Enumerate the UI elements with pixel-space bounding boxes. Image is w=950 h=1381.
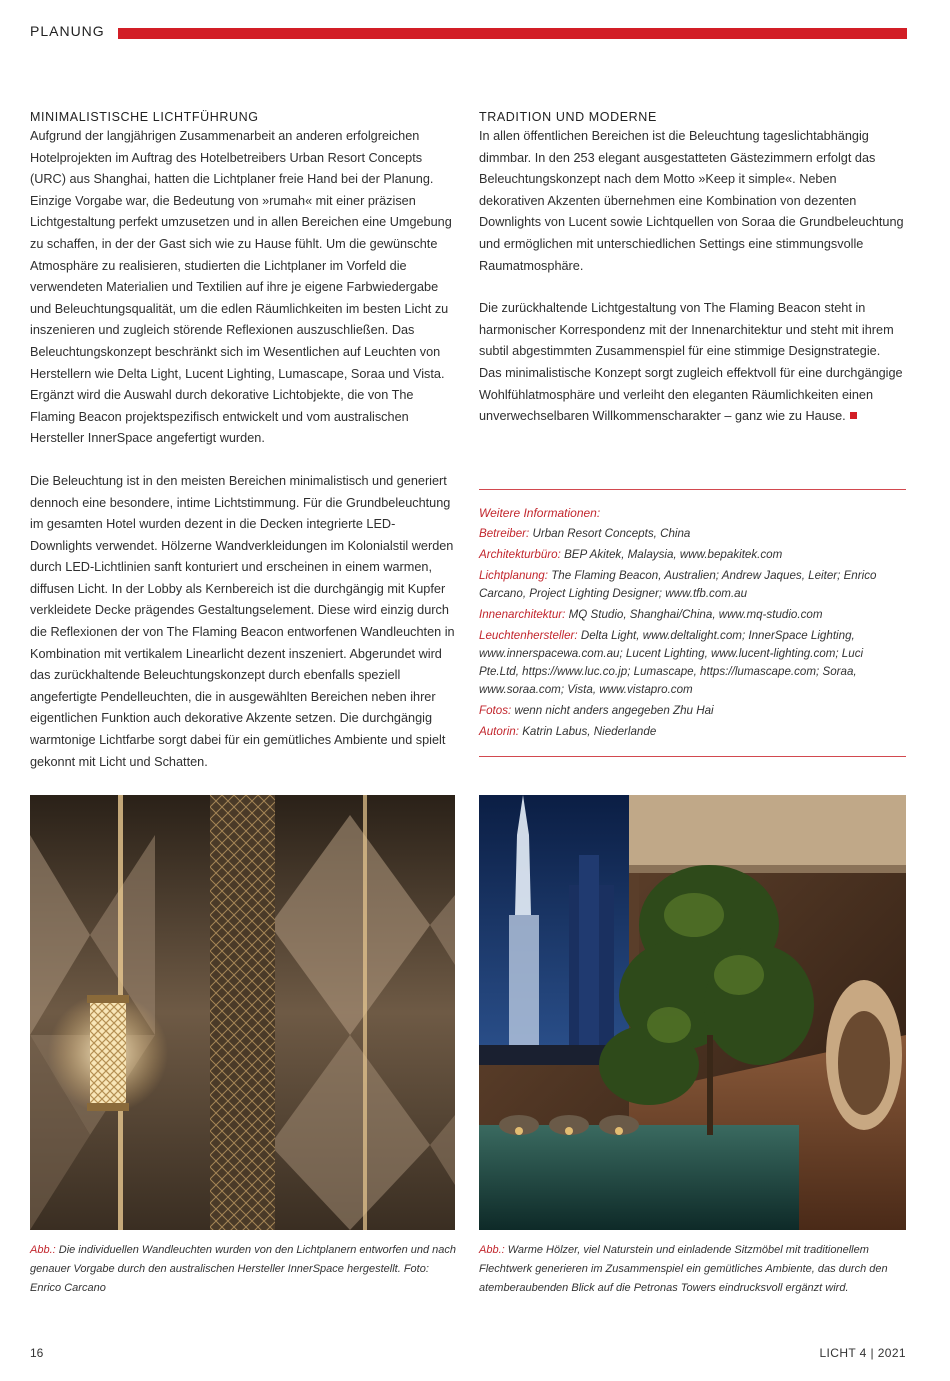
info-row-photos: [479, 702, 906, 720]
page-number: 16: [30, 1346, 44, 1360]
info-row-interior: [479, 606, 906, 624]
info-row-operator: [479, 525, 906, 543]
info-key: Autorin:: [479, 725, 519, 738]
photo-lounge-petronas-view: [479, 795, 906, 1230]
info-value: wenn nicht anders angegeben Zhu Hai: [514, 704, 714, 717]
header-accent-bar: [118, 28, 907, 39]
info-key: Innenarchitektur:: [479, 608, 566, 621]
info-key: Architekturbüro:: [479, 548, 561, 561]
left-paragraph-1: Aufgrund der langjährigen Zusammenarbeit an anderen erfolgreichen Hotelprojekten im Auftrag des Hotelbetreibers Urban Resort Concepts (URC) aus Shanghai, hatten die Lichtplaner freie Hand bei der Planung. Einzige Vorgabe war, die Bedeutung von »rumah« mit einer präzisen Lichtgestaltung perfekt umzusetzen und in allen Bereichen eine Umgebung zu schaffen, in der der Gast sich wie zu Hause fühlt. Um die gewünschte Atmosphäre zu realisieren, studierten die Lichtplaner im Vorfeld die verwendeten Materialien und Textilien auf ihre je eigene Farbwiedergabe und Beleuchtungsqualität, um die edlen Räumlichkeiten im besten Licht zu inszenieren und zugleich störende Reflexionen auszuschließen. Das Beleuchtungskonzept beschränkt sich im Wesentlichen auf Leuchten von Herstellern wie Delta Light, Lucent Lighting, Lumascape, Soraa und Vista. Ergänzt wird die Auswahl durch dekorative Lichtobjekte, die von The Flaming Beacon projektspezifisch entwickelt und vom australischen Hersteller InnerSpace angefertigt wurden.: [30, 129, 452, 446]
info-value: Katrin Labus, Niederlande: [522, 725, 657, 738]
caption-text: Die individuellen Wandleuchten wurden von den Lichtplanern entworfen und nach genauer Vorgabe durch den australischen Hersteller InnerSpace hergestellt. Foto: Enrico Carcano: [30, 1244, 457, 1294]
info-key: Betreiber:: [479, 527, 530, 540]
caption-text: Warme Hölzer, viel Naturstein und einladende Sitzmöbel mit traditionellem Flechtwerk generieren im Zusammenspiel ein gemütliches Ambiente, das durch den atemberaubenden Blick auf die Petronas Towers eindrucksvoll ergänzt wird.: [479, 1244, 888, 1294]
caption-right: [479, 1241, 909, 1298]
info-value: Delta Light, www.deltalight.com; InnerSpace Lighting, www.innerspacewa.com.au; Lucent Lighting, www.lucent-lighting.com; Luci Pte.Ltd, https://www.luc.co.jp; Lumascape, https://lumascape.com; Soraa, www.soraa.com; Vista, www.vistapro.com: [479, 629, 864, 696]
right-paragraph-1: In allen öffentlichen Bereichen ist die Beleuchtung tageslichtabhängig dimmbar. In den 253 elegant ausgestatteten Gästezimmern erfolgt das Beleuchtungskonzept nach dem Motto »Keep it simple«. Neben dekorativen Akzenten übernehmen eine Kombination von dezenten Downlights von Lucent sowie Lichtquellen von Soraa die Grundbeleuchtung und ermöglichen mit unterschiedlichen Settings eine stimmungsvolle Raumatmosphäre.: [479, 129, 904, 273]
right-paragraph-2-text: Die zurückhaltende Lichtgestaltung von The Flaming Beacon steht in harmonischer Korrespondenz mit der Innenarchitektur und steht mit ihrem subtil abgestimmten Zusammenspiel für eine stimmige Designstrategie. Das minimalistische Konzept sorgt zugleich effektvoll für eine durchgängige Wohlfühlatmosphäre und verleiht den eleganten Räumlichkeiten einen unverwechselbaren Willkommenscharakter – ganz wie zu Hause.: [479, 301, 903, 424]
right-text-column: [479, 110, 904, 428]
info-box-title: Weitere Informationen:: [479, 506, 601, 520]
info-key: Leuchtenhersteller:: [479, 629, 578, 642]
caption-left: [30, 1241, 460, 1298]
photo-wall-lamp: [30, 795, 455, 1230]
left-column-heading: MINIMALISTISCHE LICHTFÜHRUNG: [30, 110, 259, 124]
caption-key: Abb.:: [479, 1244, 505, 1256]
article-end-mark: [850, 412, 857, 419]
info-key: Fotos:: [479, 704, 512, 717]
magazine-issue: LICHT 4 | 2021: [819, 1346, 906, 1360]
caption-key: Abb.:: [30, 1244, 56, 1256]
info-row-manufacturers: [479, 627, 906, 699]
info-value: Urban Resort Concepts, China: [532, 527, 691, 540]
info-value: BEP Akitek, Malaysia, www.bepakitek.com: [564, 548, 783, 561]
left-text-column: [30, 110, 455, 773]
info-row-author: [479, 723, 906, 741]
info-key: Lichtplanung:: [479, 569, 548, 582]
info-value: The Flaming Beacon, Australien; Andrew Jaques, Leiter; Enrico Carcano, Project Lighting Designer; www.tfb.com.au: [479, 569, 877, 600]
info-row-lighting-design: [479, 567, 906, 603]
left-paragraph-2: Die Beleuchtung ist in den meisten Bereichen minimalistisch und generiert dennoch eine besondere, intime Lichtstimmung. Für die Grundbeleuchtung im gesamten Hotel wurden dezent in die Decken integrierte LED-Downlights verwendet. Hölzerne Wandverkleidungen im Kolonialstil werden durch LED-Lichtlinien sanft konturiert und erscheinen in einem warmen, diffusen Licht. In der Lobby als Kernbereich ist die durchgängig mit Kupfer verkleidete Decke prägendes Gestaltungselement. Diese wird einzig durch die Reflexionen der von The Flaming Beacon entworfenen Wandleuchten in Kombination mit vertikalem Linearlicht dezent inszeniert. Abgerundet wird das zurückhaltende Beleuchtungskonzept durch ebenfalls speziell angefertigte Pendelleuchten, die in ausgewählten Bereichen neben ihrer eigentlichen Funktion auch dekorative Akzente setzen. Die durchgängig warmtonige Lichtfarbe sorgt dabei für ein gemütliches Ambiente und spielt gekonnt mit Licht und Schatten.: [30, 473, 455, 769]
right-paragraph-2: [479, 298, 904, 428]
info-value: MQ Studio, Shanghai/China, www.mq-studio.com: [568, 608, 823, 621]
info-row-architecture: [479, 546, 906, 564]
right-column-heading: TRADITION UND MODERNE: [479, 110, 657, 124]
info-box: [479, 489, 906, 757]
section-label: PLANUNG: [30, 23, 105, 39]
